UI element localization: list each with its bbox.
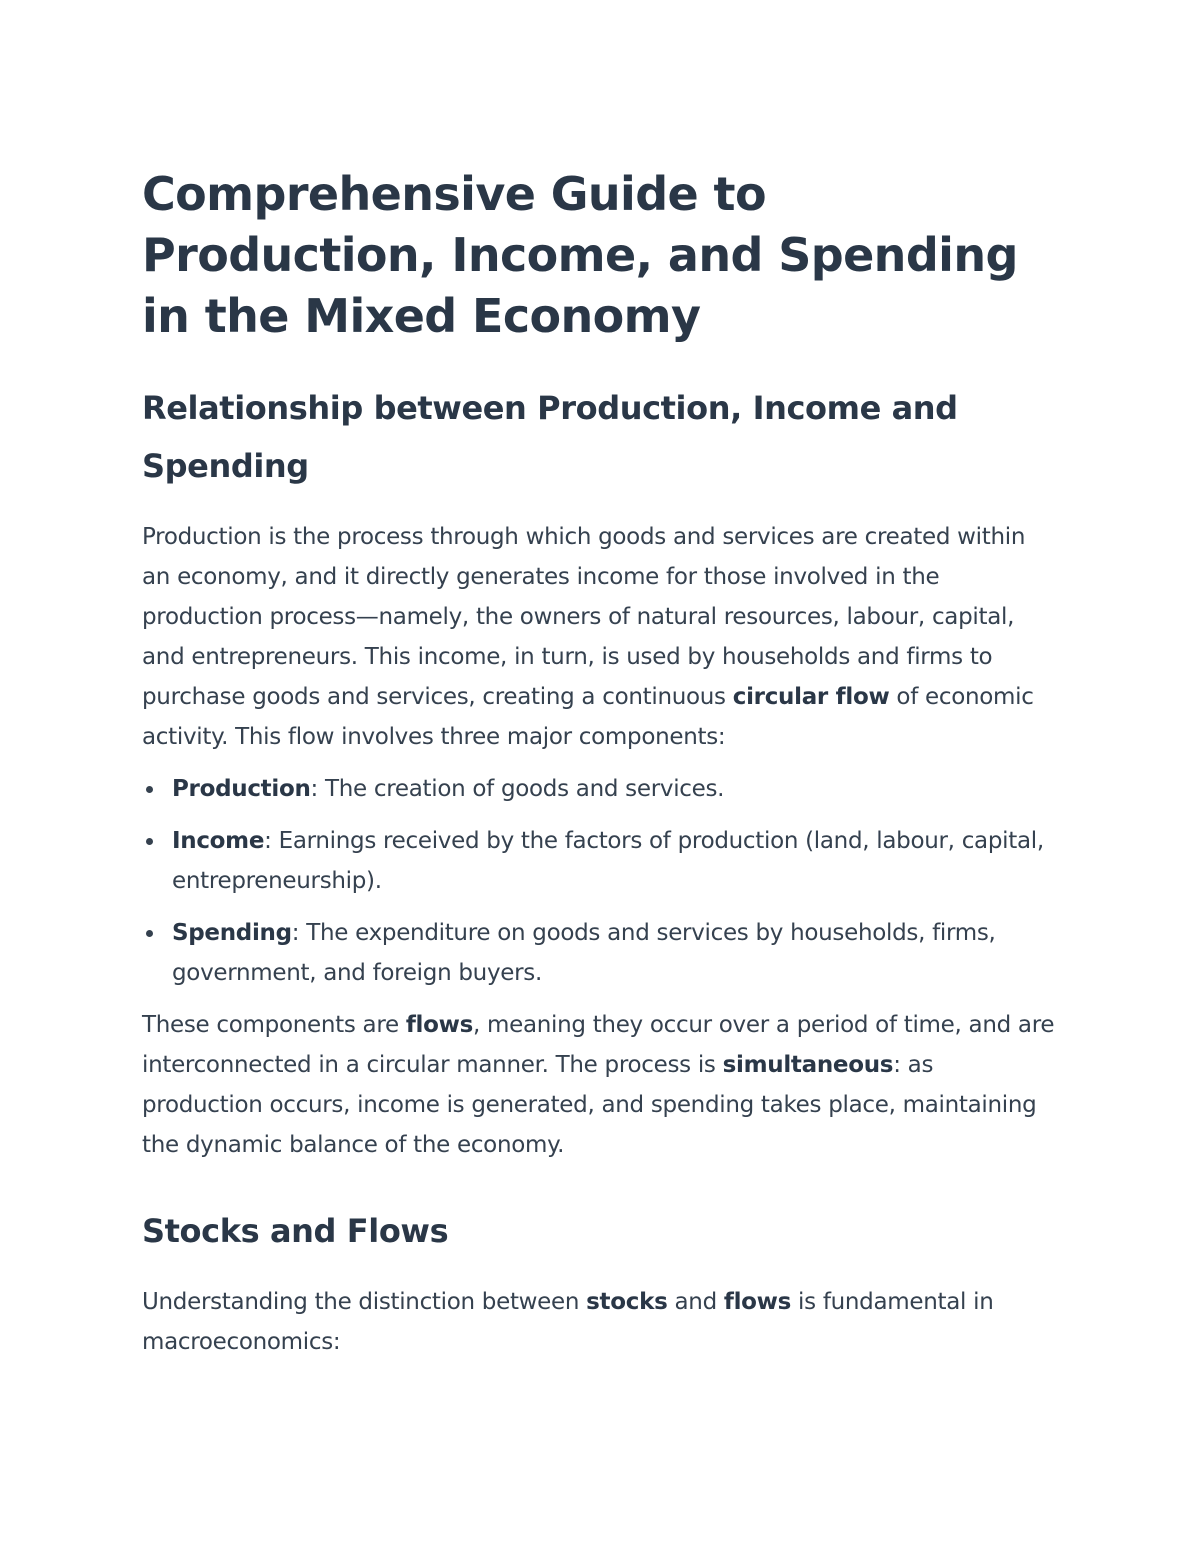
bullet-icon	[146, 786, 153, 793]
components-list	[142, 769, 1060, 993]
list-text: : The creation of goods and services.	[310, 776, 725, 802]
list-term: Income	[172, 828, 265, 854]
flows-text-1: These components are	[142, 1012, 406, 1038]
stocks-text-3: is fundamental in macroeconomics:	[142, 1289, 994, 1355]
bullet-icon	[146, 838, 153, 845]
document-title: Comprehensive Guide to Production, Income, and Spending in the Mixed Economy	[142, 167, 1018, 343]
section-heading-stocks-flows: Stocks and Flows	[142, 1212, 449, 1250]
bullet-icon	[146, 930, 153, 937]
stocks-bold-stocks: stocks	[586, 1289, 668, 1315]
list-text: : The expenditure on goods and services by households, firms, government, and foreign buyers.	[172, 920, 996, 986]
intro-bold-circular-flow: circular flow	[732, 684, 890, 710]
intro-paragraph	[142, 517, 1060, 757]
intro-text-1: Production is the process through which goods and services are created within an economy, and it directly generates income for those involved in the production process—namely, the owners of natural resources, labour, capital, and entrepreneurs. This income, in turn, is used by households and firms to purchase goods and services, creating a continuous	[142, 524, 1026, 710]
list-term: Spending	[172, 920, 292, 946]
stocks-bold-flows: flows	[723, 1289, 792, 1315]
stocks-paragraph	[142, 1282, 1060, 1362]
intro-text-2: of economic activity. This flow involves three major components:	[142, 684, 1034, 750]
list-item-production	[142, 769, 1060, 809]
list-text: : Earnings received by the factors of production (land, labour, capital, entrepreneurship).	[172, 828, 1044, 894]
list-item-income	[142, 821, 1060, 901]
flows-bold-flows: flows	[405, 1012, 473, 1038]
section-heading-relationship: Relationship between Production, Income and Spending	[142, 389, 958, 485]
list-item-spending	[142, 913, 1060, 993]
flows-text-3: : as production occurs, income is generated, and spending takes place, maintaining the dynamic balance of the economy.	[142, 1052, 1037, 1158]
list-term: Production	[172, 776, 311, 802]
flows-text-2: , meaning they occur over a period of time, and are interconnected in a circular manner. The process is	[142, 1012, 1055, 1078]
flows-bold-simultaneous: simultaneous	[722, 1052, 894, 1078]
stocks-text-1: Understanding the distinction between	[142, 1289, 587, 1315]
stocks-text-2: and	[667, 1289, 724, 1315]
flows-paragraph	[142, 1005, 1060, 1165]
